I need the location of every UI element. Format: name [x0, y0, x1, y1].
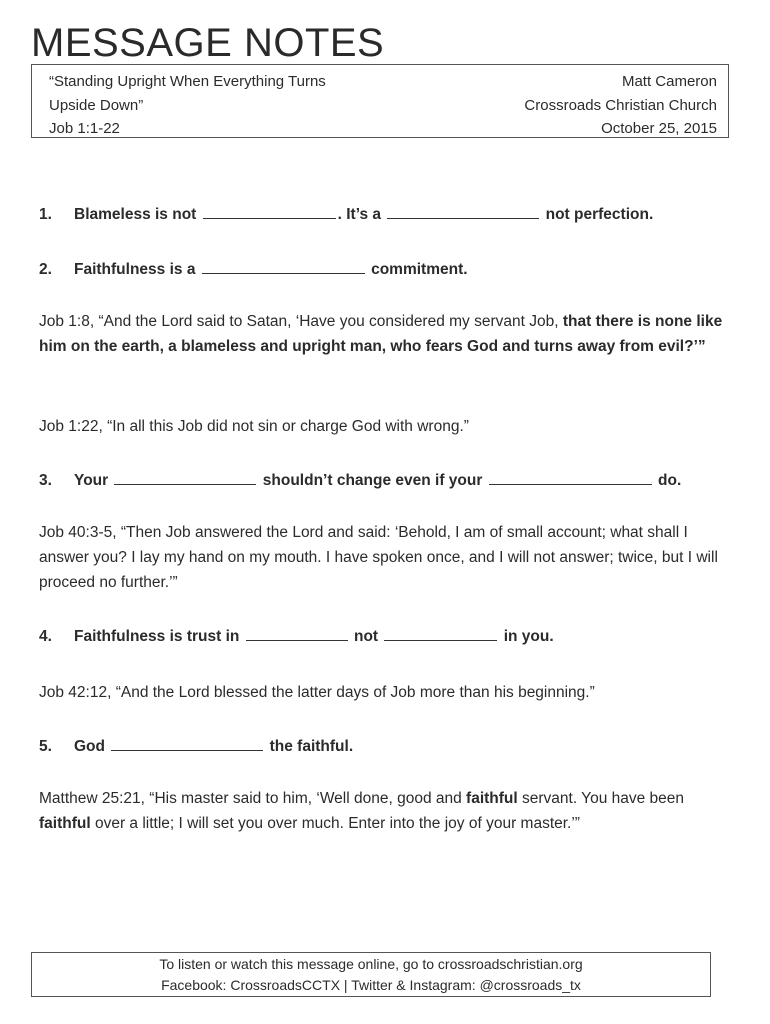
- fill-in-blank[interactable]: [489, 472, 652, 485]
- scripture-text: Matthew 25:21, “His master said to him, ‘Well done, good and: [39, 790, 467, 807]
- point-text: the faithful.: [269, 738, 354, 755]
- point-text: . It’s a: [337, 206, 381, 223]
- point-text: shouldn’t change even if your: [262, 472, 483, 489]
- scripture-emphasis: faithful: [39, 815, 91, 832]
- point-3: [39, 472, 681, 490]
- point-5: [39, 738, 353, 756]
- sermon-info-left: [49, 70, 326, 141]
- point-number: 4.: [39, 628, 52, 645]
- point-text: in you.: [503, 628, 554, 645]
- point-number: 5.: [39, 738, 52, 755]
- point-text: commitment.: [371, 261, 468, 278]
- point-text: not: [353, 628, 379, 645]
- fill-in-blank[interactable]: [111, 738, 263, 751]
- point-text: Your: [74, 472, 109, 489]
- point-number: 3.: [39, 472, 52, 489]
- fill-in-blank[interactable]: [202, 261, 365, 274]
- point-number: 2.: [39, 261, 52, 278]
- scripture-text: servant. You have been: [517, 790, 685, 807]
- fill-in-blank[interactable]: [203, 206, 336, 219]
- point-text: Faithfulness is trust in: [74, 628, 240, 645]
- scripture-job-1-8: [39, 309, 729, 359]
- scripture-job-1-22: Job 1:22, “In all this Job did not sin or charge God with wrong.”: [39, 418, 469, 435]
- page-title: MESSAGE NOTES: [31, 21, 385, 65]
- point-text: God: [74, 738, 105, 755]
- footer-box: [31, 952, 711, 997]
- sermon-reference: Job 1:1-22: [49, 120, 120, 137]
- sermon-info-box: [31, 64, 729, 138]
- scripture-emphasis: that there is none like him on the earth, a blameless and upright man, who fears God and turns away from evil?’”: [39, 313, 723, 355]
- sermon-title-line2: Upside Down”: [49, 96, 144, 114]
- scripture-text: over a little; I will set you over much. Enter into the joy of your master.’”: [90, 815, 580, 832]
- point-4: [39, 628, 554, 646]
- scripture-job-42-12: Job 42:12, “And the Lord blessed the latter days of Job more than his beginning.”: [39, 684, 595, 701]
- point-text: do.: [658, 472, 682, 489]
- point-number: 1.: [39, 206, 52, 223]
- fill-in-blank[interactable]: [387, 206, 539, 219]
- footer-online-info: To listen or watch this message online, go to crossroadschristian.org: [159, 956, 583, 972]
- sermon-info-right: [524, 70, 717, 141]
- fill-in-blank[interactable]: [246, 628, 348, 641]
- church-name: Crossroads Christian Church: [524, 96, 717, 114]
- scripture-job-40-3-5: Job 40:3-5, “Then Job answered the Lord and said: ‘Behold, I am of small account; what shall I answer you? I lay my hand on my mouth. I have spoken once, and I will not answer; twice, but I will proceed no further.’”: [39, 524, 718, 591]
- point-2: [39, 261, 468, 279]
- sermon-date: October 25, 2015: [601, 120, 717, 137]
- fill-in-blank[interactable]: [114, 472, 256, 485]
- point-text: Blameless is not: [74, 206, 197, 223]
- scripture-text: Job 1:8, “And the Lord said to Satan, ‘Have you considered my servant Job,: [39, 313, 563, 330]
- fill-in-blank[interactable]: [384, 628, 497, 641]
- scripture-matthew-25-21: [39, 786, 729, 836]
- point-text: Faithfulness is a: [74, 261, 196, 278]
- point-text: not perfection.: [545, 206, 654, 223]
- scripture-emphasis: faithful: [466, 790, 518, 807]
- footer-social-info: Facebook: CrossroadsCCTX | Twitter & Instagram: @crossroads_tx: [161, 977, 581, 993]
- sermon-title-line1: “Standing Upright When Everything Turns: [49, 73, 326, 90]
- point-1: [39, 206, 653, 224]
- speaker-name: Matt Cameron: [621, 73, 717, 90]
